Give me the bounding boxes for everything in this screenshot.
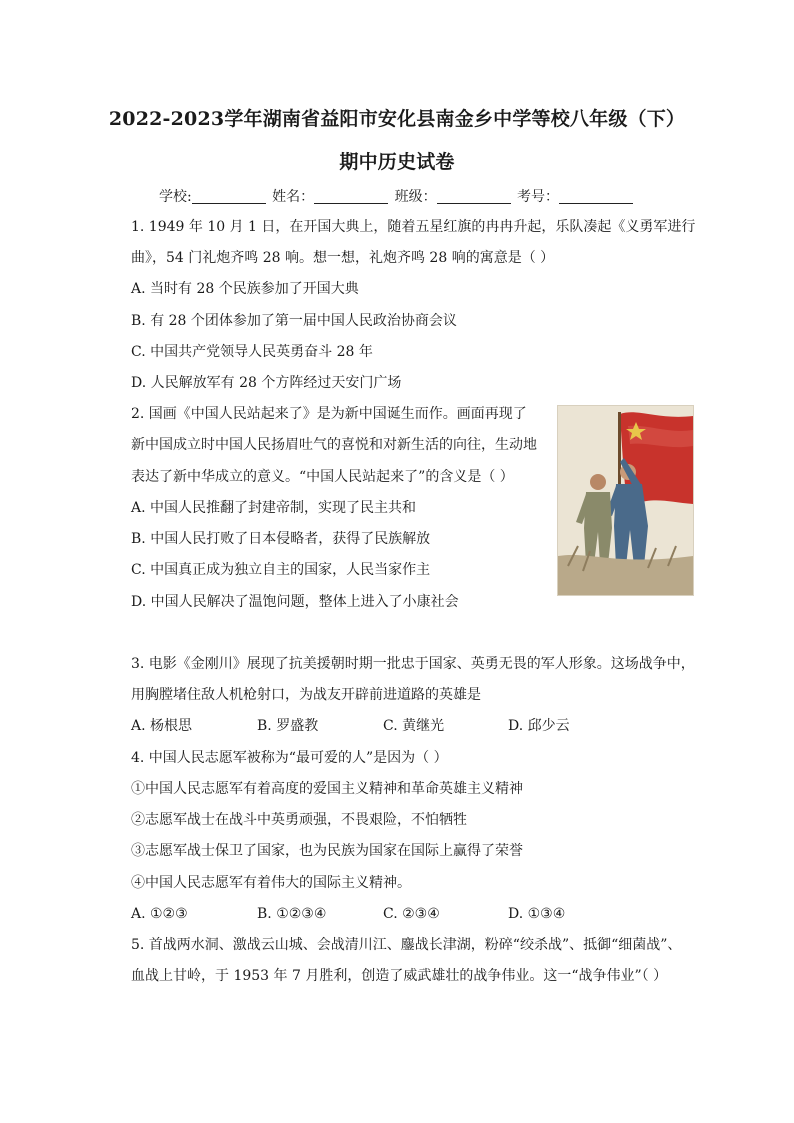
school-label: 学校: — [158, 189, 192, 205]
q2-option-d[interactable]: D. 中国人民解决了温饱问题，整体上进入了小康社会 — [131, 594, 459, 610]
q1-option-a[interactable]: A. 当时有 28 个民族参加了开国大典 — [131, 281, 359, 297]
q2-option-b[interactable]: B. 中国人民打败了日本侵略者，获得了民族解放 — [131, 531, 431, 547]
question-4-statement-2: ②志愿军战士在战斗中英勇顽强，不畏艰险，不怕牺牲 — [131, 812, 467, 828]
question-3-text: 用胸膛堵住敌人机枪射口，为战友开辟前进道路的英雄是 — [131, 687, 481, 703]
q3-option-c[interactable]: C. 黄继光 — [383, 718, 445, 734]
painting-illustration-icon — [557, 405, 694, 596]
question-4-statement-1: ①中国人民志愿军有着高度的爱国主义精神和革命英雄主义精神 — [131, 781, 523, 797]
q4-option-a[interactable]: A. ①②③ — [131, 906, 188, 922]
q1-option-c[interactable]: C. 中国共产党领导人民英勇奋斗 28 年 — [131, 344, 373, 360]
question-2-text: 2. 国画《中国人民站起来了》是为新中国诞生而作。画面再现了 — [131, 406, 527, 422]
q2-option-a[interactable]: A. 中国人民推翻了封建帝制，实现了民主共和 — [131, 500, 417, 516]
q4-option-b[interactable]: B. ①②③④ — [257, 906, 327, 922]
name-label: 姓名： — [272, 189, 315, 205]
name-field[interactable] — [314, 189, 388, 204]
school-field[interactable] — [192, 189, 266, 204]
page-subtitle: 期中历史试卷 — [339, 151, 455, 173]
q3-option-d[interactable]: D. 邱少云 — [508, 718, 570, 734]
question-2-text: 新中国成立时中国人民扬眉吐气的喜悦和对新生活的向往，生动地 — [131, 437, 537, 453]
q3-option-b[interactable]: B. 罗盛教 — [257, 718, 319, 734]
question-1-text: 曲》，54 门礼炮齐鸣 28 响。想一想，礼炮齐鸣 28 响的寓意是（ ） — [131, 250, 555, 266]
q4-option-c[interactable]: C. ②③④ — [383, 906, 440, 922]
class-field[interactable] — [437, 189, 511, 204]
question-2-text: 表达了新中华成立的意义。“中国人民站起来了”的含义是（ ） — [131, 469, 514, 485]
q1-option-d[interactable]: D. 人民解放军有 28 个方阵经过天安门广场 — [131, 375, 402, 391]
question-1-text: 1. 1949 年 10 月 1 日，在开国大典上，随着五星红旗的冉冉升起，乐队凑起《义勇军进行 — [131, 219, 696, 235]
question-5-text: 5. 首战两水洞、激战云山城、会战清川江、鏖战长津湖，粉碎“绞杀战”、抵御“细菌战”、 — [131, 937, 682, 953]
student-info-row — [0, 186, 794, 206]
q2-option-c[interactable]: C. 中国真正成为独立自主的国家，人民当家作主 — [131, 562, 431, 578]
exam-no-label: 考号： — [517, 189, 560, 205]
question-4-text: 4. 中国人民志愿军被称为“最可爱的人”是因为（ ） — [131, 750, 448, 766]
q3-option-a[interactable]: A. 杨根思 — [131, 718, 193, 734]
class-label: 班级： — [394, 189, 437, 205]
page-title: 2022-2023学年湖南省益阳市安化县南金乡中学等校八年级（下） — [108, 108, 686, 130]
question-5-text: 血战上甘岭，于 1953 年 7 月胜利，创造了威武雄壮的战争伟业。这一“战争伟业”（ ） — [131, 968, 668, 984]
question-4-statement-4: ④中国人民志愿军有着伟大的国际主义精神。 — [131, 875, 411, 891]
exam-no-field[interactable] — [559, 189, 633, 204]
question-3-text: 3. 电影《金刚川》展现了抗美援朝时期一批忠于国家、英勇无畏的军人形象。这场战争中， — [131, 656, 695, 672]
q4-option-d[interactable]: D. ①③④ — [508, 906, 566, 922]
question-4-statement-3: ③志愿军战士保卫了国家，也为民族为国家在国际上赢得了荣誉 — [131, 843, 523, 859]
q1-option-b[interactable]: B. 有 28 个团体参加了第一届中国人民政治协商会议 — [131, 313, 457, 329]
